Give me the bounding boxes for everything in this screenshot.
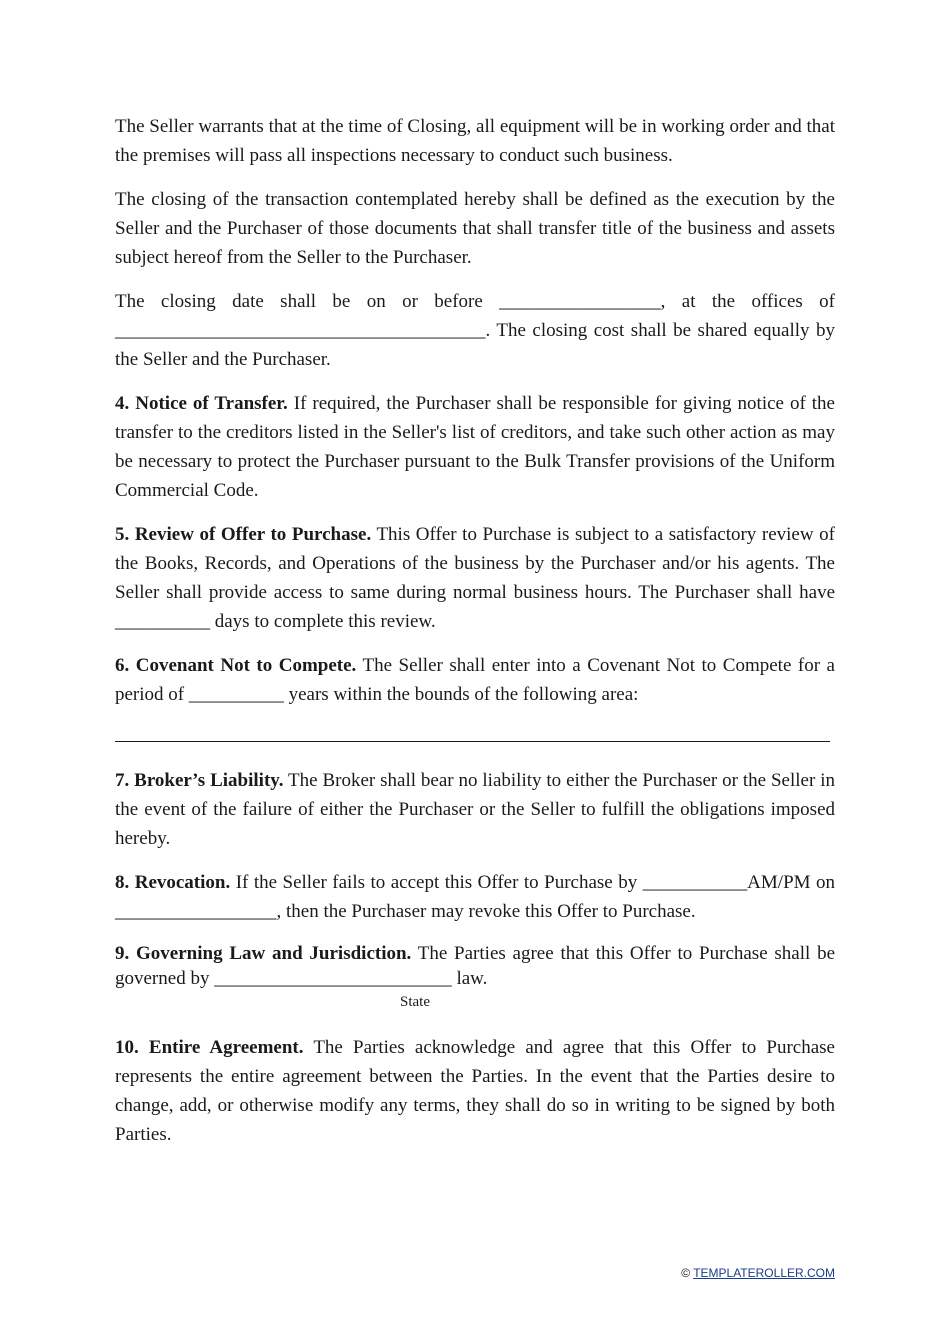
section-heading: 8. Revocation. xyxy=(115,872,231,893)
document-body xyxy=(115,112,835,1164)
section-text: The Broker shall bear no liability to either the Purchaser or the Seller in the event of the failure of either the Purchaser or the Seller to fulfill the obligations imposed hereby. xyxy=(115,770,835,849)
section-text: This Offer to Purchase is subject to a satisfactory review of the Books, Records, and Operations of the business by the Purchaser and/or his agents. The Seller shall provide access to same during normal business hours. The Purchaser shall have __________ days to complete this review. xyxy=(115,524,835,632)
section-text: The Parties agree that this Offer to Purchase shall be governed by _________________________ law. xyxy=(115,943,835,989)
area-blank-line xyxy=(115,727,830,742)
section-brokers-liability xyxy=(115,766,835,853)
footer xyxy=(681,1266,835,1280)
section-entire-agreement xyxy=(115,1033,835,1149)
section-heading: 4. Notice of Transfer. xyxy=(115,393,288,414)
section-text: The Seller shall enter into a Covenant Not to Compete for a period of __________ years within the bounds of the following area: xyxy=(115,655,835,705)
templateroller-link[interactable]: TEMPLATEROLLER.COM xyxy=(693,1266,835,1280)
section-governing-law xyxy=(115,941,835,991)
section-heading: 9. Governing Law and Jurisdiction. xyxy=(115,943,412,964)
section-heading: 6. Covenant Not to Compete. xyxy=(115,655,357,676)
copyright-symbol: © xyxy=(681,1266,691,1280)
closing-definition-paragraph: The closing of the transaction contemplated hereby shall be defined as the execution by the Seller and the Purchaser of those documents that shall transfer title of the business and assets subject hereof from the Seller to the Purchaser. xyxy=(115,189,835,268)
section-heading: 7. Broker’s Liability. xyxy=(115,770,284,791)
state-caption-row xyxy=(115,993,835,1011)
section-text: The Parties acknowledge and agree that this Offer to Purchase represents the entire agreement between the Parties. In the event that the Parties desire to change, add, or otherwise modify any terms, they shall do so in writing to be signed by both Parties. xyxy=(115,1037,835,1145)
warranty-paragraph: The Seller warrants that at the time of Closing, all equipment will be in working order and that the premises will pass all inspections necessary to conduct such business. xyxy=(115,116,835,166)
section-covenant-not-to-compete xyxy=(115,651,835,709)
closing-date-paragraph: The closing date shall be on or before _________________, at the offices of _______________________________________. The closing cost shall be shared equally by the Seller and the Purchaser. xyxy=(115,291,835,370)
section-heading: 10. Entire Agreement. xyxy=(115,1037,304,1058)
section-heading: 5. Review of Offer to Purchase. xyxy=(115,524,372,545)
section-revocation xyxy=(115,868,835,926)
section-text: If the Seller fails to accept this Offer to Purchase by ___________AM/PM on _________________, then the Purchaser may revoke this Offer to Purchase. xyxy=(115,872,835,922)
section-notice-of-transfer xyxy=(115,389,835,505)
section-text: If required, the Purchaser shall be responsible for giving notice of the transfer to the creditors listed in the Seller's list of creditors, and take such other action as may be necessary to protect the Purchaser pursuant to the Bulk Transfer provisions of the Uniform Commercial Code. xyxy=(115,393,835,501)
state-caption: State xyxy=(400,994,430,1010)
section-review-of-offer xyxy=(115,520,835,636)
